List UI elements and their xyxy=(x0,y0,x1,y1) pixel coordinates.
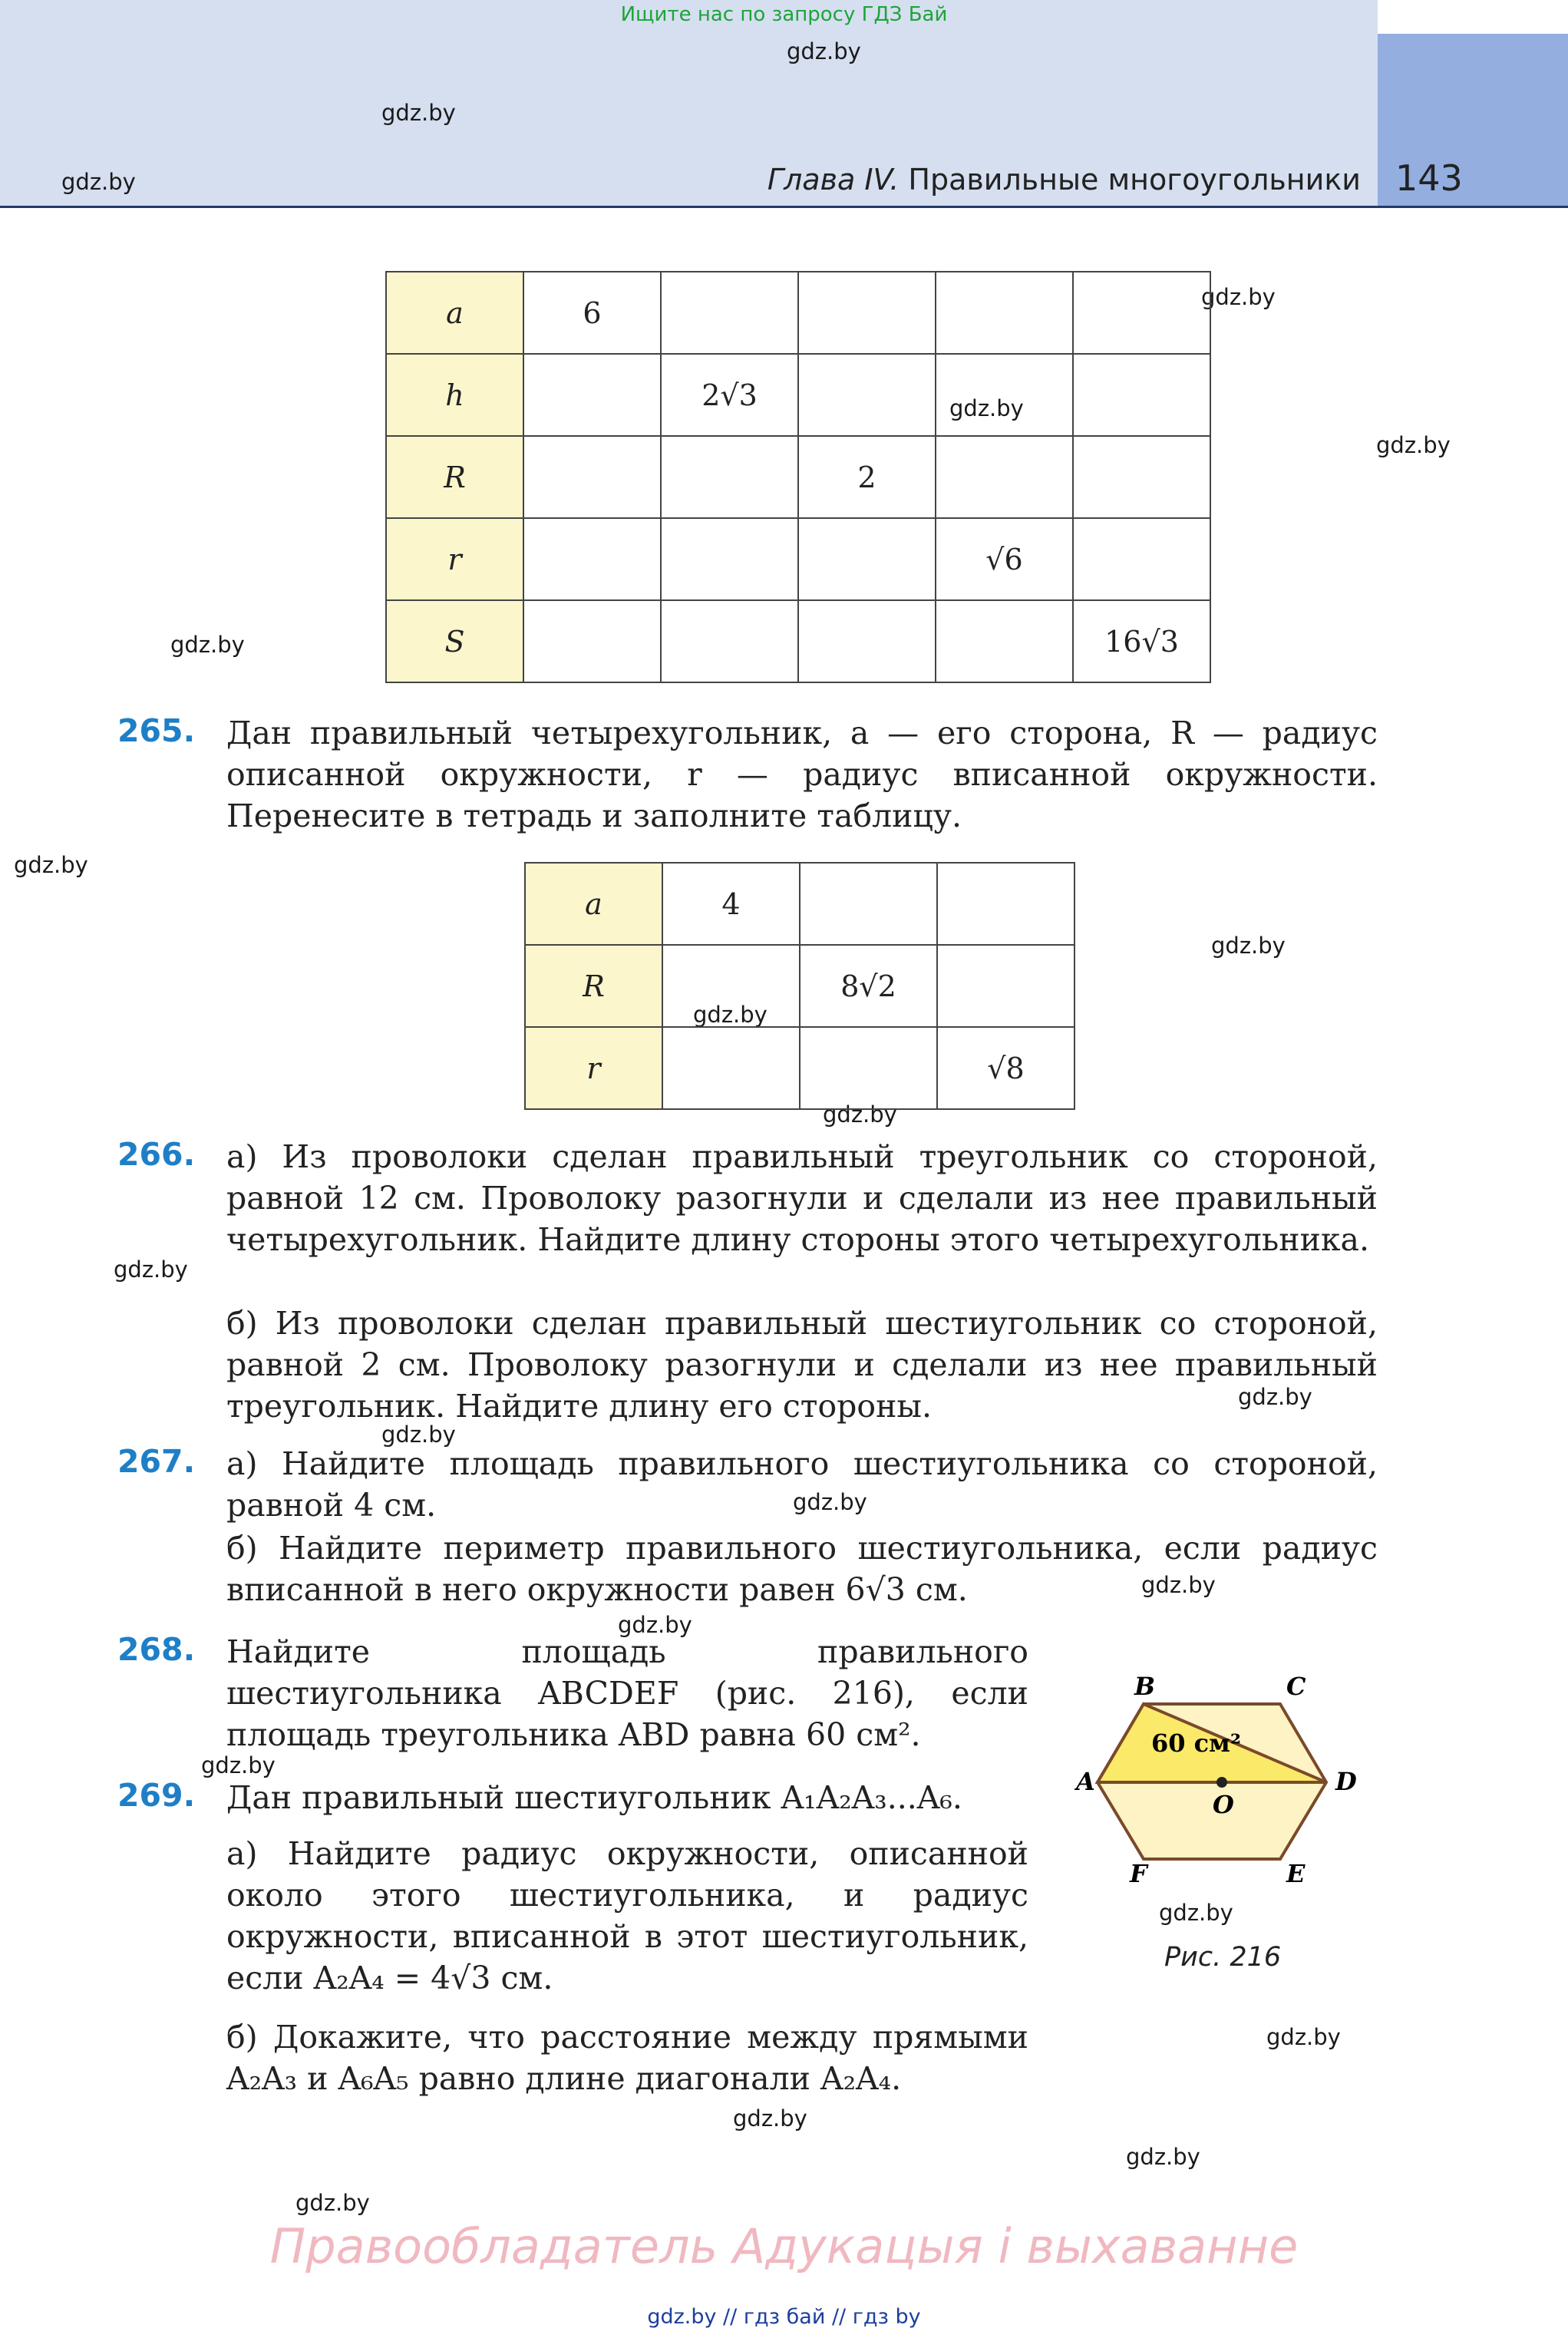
table-cell xyxy=(800,863,937,945)
chapter-name: Правильные многоугольники xyxy=(908,163,1361,196)
watermark: gdz.by xyxy=(787,38,861,64)
table-cell: 8√2 xyxy=(800,945,937,1027)
problem-265-text: Дан правильный четырехугольник, a — его сторона, R — радиус описанной окружности, r — радиус вписанной окружности. Перенесите в тетрадь и заполните таблицу. xyxy=(226,715,1378,834)
watermark: gdz.by xyxy=(170,632,245,658)
problem-number: 265. xyxy=(117,712,196,749)
vertex-label-d: D xyxy=(1335,1767,1357,1796)
table-264 xyxy=(385,271,1211,683)
footer-links[interactable]: gdz.by // гдз бай // гдз by xyxy=(647,2305,921,2329)
row-header: a xyxy=(525,863,662,945)
problem-number: 268. xyxy=(117,1631,196,1668)
table-265 xyxy=(524,862,1075,1110)
problem-267a-text: а) Найдите площадь правильного шестиугольника со стороной, равной 4 см. xyxy=(226,1445,1378,1524)
table-cell xyxy=(661,436,798,518)
row-header: S xyxy=(386,600,523,682)
table-264-row xyxy=(386,436,1210,518)
table-cell: 2√3 xyxy=(661,354,798,436)
problem-268-text: Найдите площадь правильного шестиугольника ABCDEF (рис. 216), если площадь треугольника ABD равна 60 см². xyxy=(226,1633,1028,1753)
watermark: gdz.by xyxy=(61,169,136,195)
table-cell: √8 xyxy=(937,1027,1074,1109)
table-264-row xyxy=(386,518,1210,600)
watermark: gdz.by xyxy=(381,100,456,126)
figure-caption: Рис. 216 xyxy=(1164,1942,1282,1973)
table-cell xyxy=(662,1027,800,1109)
table-265-row xyxy=(525,1027,1074,1109)
table-cell xyxy=(798,518,936,600)
watermark: gdz.by xyxy=(1159,1900,1233,1926)
table-cell xyxy=(523,600,661,682)
table-cell: 6 xyxy=(523,272,661,354)
vertex-label-e: E xyxy=(1286,1859,1306,1888)
watermark: gdz.by xyxy=(1266,2024,1341,2050)
watermark: gdz.by xyxy=(381,1422,456,1448)
table-cell: √6 xyxy=(936,518,1073,600)
table-265-row xyxy=(525,945,1074,1027)
table-264-row xyxy=(386,600,1210,682)
watermark: gdz.by xyxy=(1201,284,1276,310)
row-header: h xyxy=(386,354,523,436)
vertex-label-a: A xyxy=(1076,1767,1095,1796)
center-label-o: O xyxy=(1213,1790,1234,1819)
problem-number: 267. xyxy=(117,1443,196,1480)
watermark: gdz.by xyxy=(823,1101,897,1128)
watermark: gdz.by xyxy=(1376,432,1451,458)
table-cell xyxy=(936,600,1073,682)
table-cell xyxy=(661,518,798,600)
watermark: gdz.by xyxy=(949,395,1024,421)
table-cell xyxy=(523,354,661,436)
page-number: 143 xyxy=(1395,157,1463,199)
row-header: R xyxy=(386,436,523,518)
watermark: gdz.by xyxy=(114,1257,188,1283)
area-label: 60 см² xyxy=(1151,1729,1241,1758)
table-cell xyxy=(937,945,1074,1027)
table-cell: 4 xyxy=(662,863,800,945)
problem-number: 269. xyxy=(117,1777,196,1814)
problem-number: 266. xyxy=(117,1136,196,1173)
vertex-label-f: F xyxy=(1130,1859,1147,1888)
problem-269b-text: б) Докажите, что расстояние между прямыми A₂A₃ и A₆A₅ равно длине диагонали A₂A₄. xyxy=(226,2019,1028,2097)
watermark: gdz.by xyxy=(1141,1572,1216,1598)
table-cell xyxy=(523,518,661,600)
row-header: a xyxy=(386,272,523,354)
table-cell xyxy=(662,945,800,1027)
table-cell: 2 xyxy=(798,436,936,518)
table-264-row xyxy=(386,272,1210,354)
table-cell xyxy=(936,354,1073,436)
table-265-row xyxy=(525,863,1074,945)
table-cell xyxy=(937,863,1074,945)
watermark: gdz.by xyxy=(1126,2144,1200,2170)
row-header: r xyxy=(386,518,523,600)
table-cell: 16√3 xyxy=(1073,600,1210,682)
watermark: gdz.by xyxy=(618,1612,692,1638)
watermark: gdz.by xyxy=(201,1752,276,1778)
watermark: gdz.by xyxy=(14,852,88,878)
table-cell xyxy=(800,1027,937,1109)
problem-266a-text: а) Из проволоки сделан правильный треугольник со стороной, равной 12 см. Проволоку разогнули и сделали из нее правильный четырехугольник. Найдите длину стороны этого четырехугольника. xyxy=(226,1138,1378,1258)
table-cell xyxy=(798,600,936,682)
figure-216-hexagon xyxy=(1074,1643,1397,1934)
watermark: gdz.by xyxy=(1211,933,1286,959)
row-header: R xyxy=(525,945,662,1027)
table-cell xyxy=(1073,436,1210,518)
center-point-o xyxy=(1216,1777,1227,1788)
table-cell xyxy=(798,354,936,436)
top-banner[interactable]: Ищите нас по запросу ГДЗ Бай xyxy=(620,3,948,26)
chapter-label: Глава IV. xyxy=(767,163,900,196)
copyright-notice: Правообладатель Адукацыя і выхаванне xyxy=(269,2218,1299,2274)
watermark: gdz.by xyxy=(1238,1384,1312,1410)
problem-266b-text: б) Из проволоки сделан правильный шестиугольник со стороной, равной 2 см. Проволоку разогнули и сделали из нее правильный треугольник. Найдите длину его стороны. xyxy=(226,1305,1378,1425)
watermark: gdz.by xyxy=(793,1489,867,1515)
table-cell xyxy=(936,272,1073,354)
problem-269-intro: Дан правильный шестиугольник A₁A₂A₃...A₆. xyxy=(226,1779,962,1816)
problem-267b-text: б) Найдите периметр правильного шестиугольника, если радиус вписанной в него окружности равен 6√3 см. xyxy=(226,1530,1378,1608)
row-header: r xyxy=(525,1027,662,1109)
table-cell xyxy=(1073,354,1210,436)
table-cell xyxy=(523,436,661,518)
watermark: gdz.by xyxy=(295,2190,370,2216)
header-rule xyxy=(0,206,1568,208)
table-264-row xyxy=(386,354,1210,436)
watermark: gdz.by xyxy=(733,2105,807,2132)
chapter-title xyxy=(767,163,1361,196)
table-cell xyxy=(661,272,798,354)
table-cell xyxy=(1073,272,1210,354)
problem-269a-text: а) Найдите радиус окружности, описанной около этого шестиугольника, и радиус окружности, вписанной в этот шестиугольник, если A₂A₄ = 4√3 см. xyxy=(226,1835,1028,1996)
table-cell xyxy=(798,272,936,354)
table-cell xyxy=(661,600,798,682)
table-cell xyxy=(936,436,1073,518)
vertex-label-b: B xyxy=(1134,1672,1156,1701)
table-cell xyxy=(1073,518,1210,600)
watermark: gdz.by xyxy=(693,1002,767,1028)
vertex-label-c: C xyxy=(1286,1672,1306,1701)
